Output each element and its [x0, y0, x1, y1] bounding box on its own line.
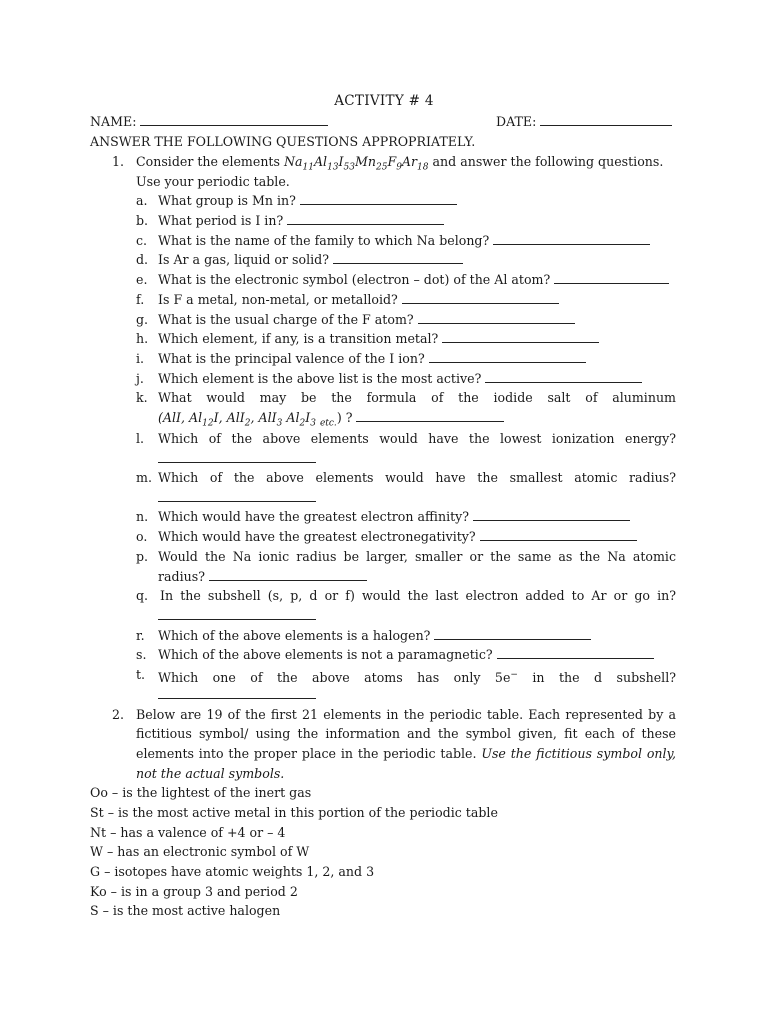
q1-item-e: e.: [136, 272, 148, 287]
q2-line-4: not the actual symbols.: [136, 766, 285, 781]
q1-item-q-text: In the subshell (s, p, d or f) would the last electron added to Ar or go in?: [160, 588, 676, 603]
name-label: NAME:: [90, 114, 137, 129]
answer-blank[interactable]: [158, 489, 316, 502]
q1-item-a-text: What group is Mn in?: [158, 192, 457, 210]
answer-blank[interactable]: [485, 370, 642, 383]
name-blank[interactable]: [140, 113, 328, 126]
q1-item-p-text: Would the Na ionic radius be larger, smaller or the same as the Na atomic: [158, 549, 676, 564]
q1-intro-after: and answer the following questions.: [432, 154, 664, 169]
q1-item-c-text: What is the name of the family to which Na belong?: [158, 232, 650, 250]
q1-item-h-text: Which element, if any, is a transition metal?: [158, 330, 599, 348]
answer-blank[interactable]: [300, 192, 457, 205]
answer-blank[interactable]: [356, 409, 504, 422]
q2-number: 2.: [112, 707, 125, 722]
q1-item-f-text: Is F a metal, non-metal, or metalloid?: [158, 291, 559, 309]
q1-item-q: q.: [136, 588, 149, 603]
q1-item-n: n.: [136, 509, 149, 524]
date-label: DATE:: [496, 114, 537, 129]
answer-blank[interactable]: [418, 311, 575, 324]
q1-item-l-text: Which of the above elements would have the lowest ionization energy?: [158, 431, 676, 446]
q1-item-i: i.: [136, 351, 145, 366]
q1-item-r: r.: [136, 628, 145, 643]
q1-item-o-text: Which would have the greatest electronegativity?: [158, 528, 637, 546]
q1-item-n-text: Which would have the greatest electron affinity?: [158, 508, 630, 526]
date-blank[interactable]: [540, 113, 672, 126]
q1-item-g-text: What is the usual charge of the F atom?: [158, 311, 575, 329]
q1-item-j-text: Which element is the above list is the most active?: [158, 370, 642, 388]
q1-item-g: g.: [136, 312, 149, 327]
answer-blank[interactable]: [442, 330, 599, 343]
q2-line-2: fictitious symbol/ using the information and the symbol given, fit each of these: [136, 726, 676, 741]
q2-line-1: Below are 19 of the first 21 elements in the periodic table. Each represented by a: [136, 707, 676, 722]
answer-blank[interactable]: [434, 627, 591, 640]
q1-number: 1.: [112, 154, 125, 169]
clue-item: Oo – is the lightest of the inert gas: [90, 785, 312, 800]
q1-item-p: p.: [136, 549, 149, 564]
answer-blank[interactable]: [158, 607, 316, 620]
q1-item-k: k.: [136, 390, 148, 405]
q1-intro-before: Consider the elements: [136, 154, 280, 169]
answer-blank[interactable]: [554, 271, 669, 284]
q1-item-l: l.: [136, 431, 145, 446]
q1-item-f: f.: [136, 292, 145, 307]
answer-blank[interactable]: [473, 508, 630, 521]
clue-item: W – has an electronic symbol of W: [90, 844, 310, 859]
q1-item-m-text: Which of the above elements would have the smallest atomic radius?: [158, 470, 676, 485]
q1-item-o: o.: [136, 529, 148, 544]
q1-item-m: m.: [136, 470, 152, 485]
q1-intro-line2: Use your periodic table.: [136, 174, 290, 189]
answer-blank[interactable]: [493, 232, 650, 245]
q1-item-h: h.: [136, 331, 149, 346]
answer-blank[interactable]: [158, 686, 316, 699]
q1-item-t-text: Which one of the above atoms has only 5e− in the d subshell?: [158, 670, 676, 686]
q1-item-a: a.: [136, 193, 148, 208]
element-list: $Na_{11}Al_{13}I_{53}Mn_{25}F_9Ar_{18}$: [283, 154, 429, 173]
q1-item-p-text2: radius?: [158, 568, 367, 586]
q1-item-b: b.: [136, 213, 149, 228]
q1-item-r-text: Which of the above elements is a halogen?: [158, 627, 591, 645]
clue-item: G – isotopes have atomic weights 1, 2, and 3: [90, 864, 375, 879]
answer-blank[interactable]: [429, 350, 586, 363]
date-field: [496, 113, 672, 131]
answer-blank[interactable]: [209, 568, 367, 581]
clue-item: St – is the most active metal in this portion of the periodic table: [90, 805, 498, 820]
q2-line-3: elements into the proper place in the periodic table. Use the fictitious symbol only,: [136, 746, 676, 761]
q1-item-j: j.: [136, 371, 144, 386]
q1-item-k-text: What would may be the formula of the iodide salt of aluminum: [158, 390, 676, 405]
q1-item-e-text: What is the electronic symbol (electron – dot) of the Al atom?: [158, 271, 669, 289]
instruction: ANSWER THE FOLLOWING QUESTIONS APPROPRIATELY.: [90, 134, 476, 149]
answer-blank[interactable]: [480, 528, 637, 541]
answer-blank[interactable]: [333, 251, 463, 264]
q1-item-d: d.: [136, 252, 149, 267]
q1-item-c: c.: [136, 233, 148, 248]
q1-item-s-text: Which of the above elements is not a paramagnetic?: [158, 646, 654, 664]
q1-item-b-text: What period is I in?: [158, 212, 444, 230]
clue-item: Nt – has a valence of +4 or – 4: [90, 825, 286, 840]
answer-blank[interactable]: [287, 212, 444, 225]
q1-item-k-formula: (AlI, $Al_{12}I$, AlI$_2$, AlI$_3$ $Al_2I_3$ $_{etc.}$) ?: [158, 409, 504, 433]
answer-blank[interactable]: [497, 646, 654, 659]
q1-item-s: s.: [136, 647, 147, 662]
q1-item-d-text: Is Ar a gas, liquid or solid?: [158, 251, 463, 269]
page-title: ACTIVITY # 4: [334, 93, 434, 109]
clue-item: S – is the most active halogen: [90, 903, 281, 918]
q1-item-i-text: What is the principal valence of the I ion?: [158, 350, 586, 368]
answer-blank[interactable]: [158, 450, 316, 463]
answer-blank[interactable]: [402, 291, 559, 304]
name-field: [90, 113, 328, 131]
clue-item: Ko – is in a group 3 and period 2: [90, 884, 298, 899]
q1-item-t: t.: [136, 667, 146, 682]
